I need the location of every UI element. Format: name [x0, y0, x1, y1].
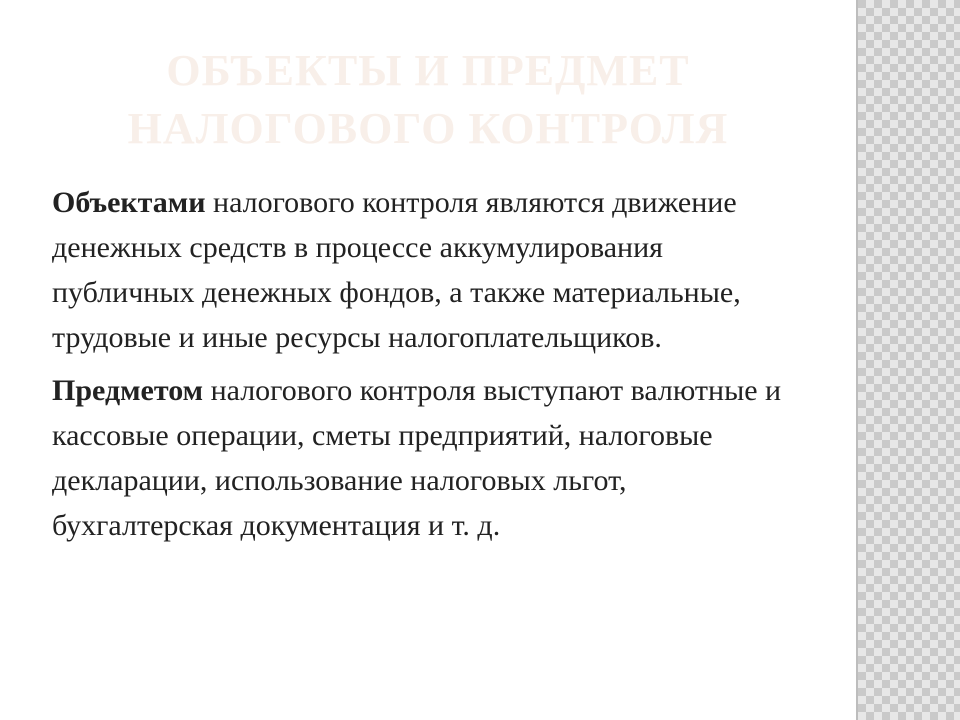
term-objects: Объектами — [52, 186, 206, 219]
paragraph-subject-text: налогового контроля выступают валютные и кассовые операции, сметы предприятий, налоговые декларации, использование налоговых льгот, бухгалтерская документация и т. д. — [52, 374, 782, 542]
paragraph-subject — [52, 368, 792, 548]
term-subject: Предметом — [52, 374, 204, 407]
paragraph-objects-text: налогового контроля являются движение денежных средств в процессе аккумулирования публичных денежных фондов, а также материальные, трудовые и иные ресурсы налогоплательщиков. — [52, 186, 741, 354]
slide-title — [60, 42, 796, 158]
paragraph-objects — [52, 180, 792, 360]
decorative-side-pattern — [856, 0, 960, 720]
slide-body — [52, 180, 792, 556]
title-line-1: ОБЪЕКТЫ И ПРЕДМЕТ — [166, 46, 690, 95]
title-line-2: НАЛОГОВОГО КОНТРОЛЯ — [127, 104, 729, 153]
